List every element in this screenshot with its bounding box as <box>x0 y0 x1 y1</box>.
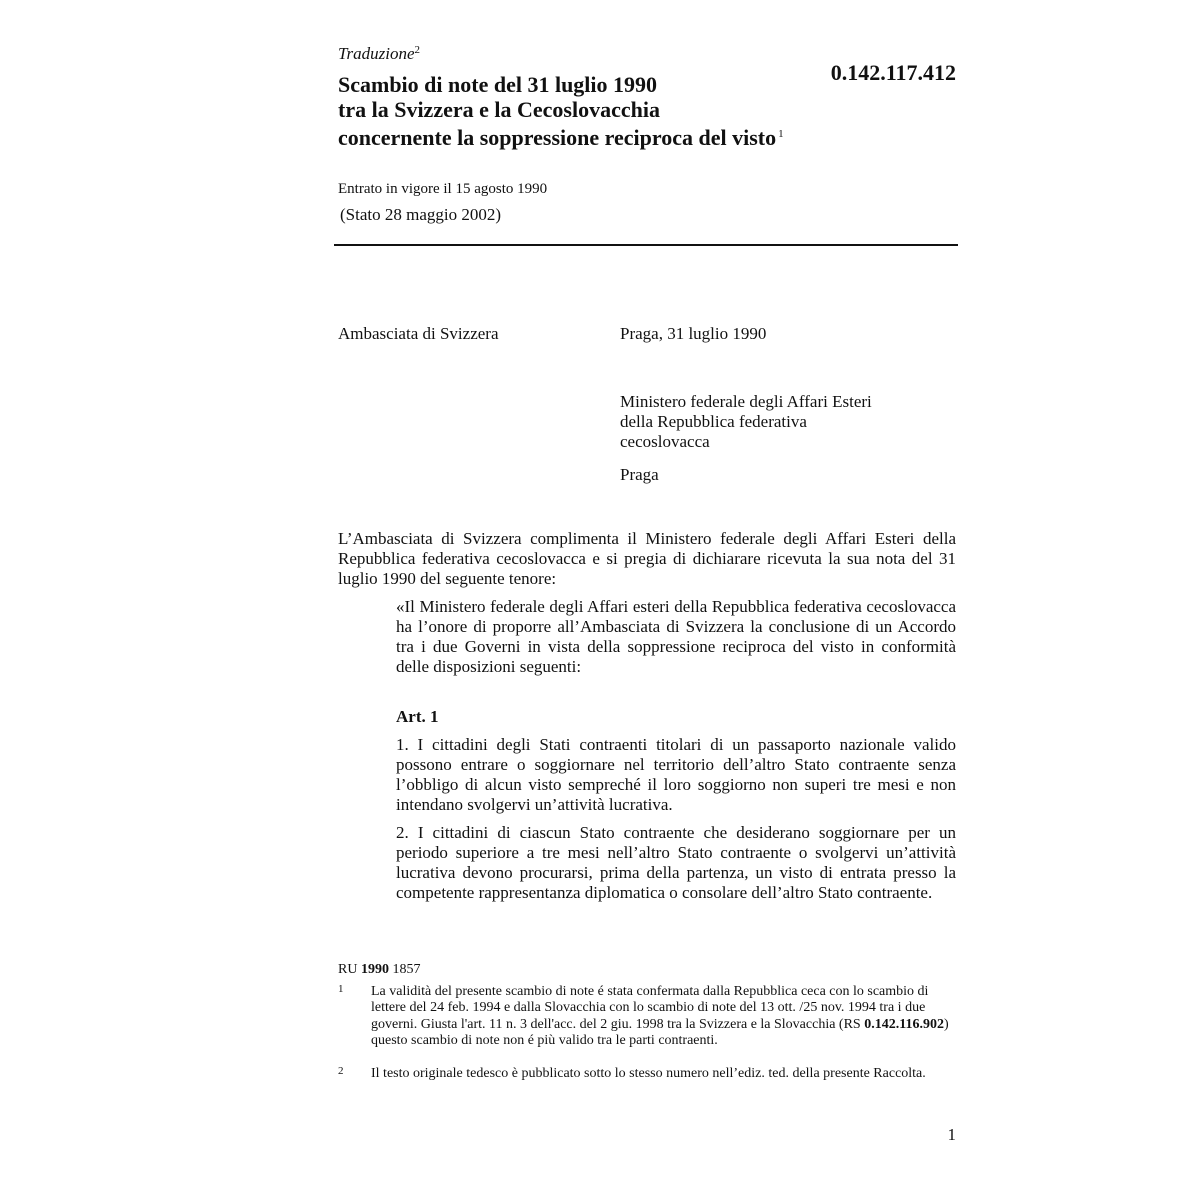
ru-page: 1857 <box>392 962 421 977</box>
recipient-line-1: Ministero federale degli Affari Esteri <box>620 392 872 411</box>
page-number: 1 <box>947 1125 956 1144</box>
document-title <box>338 72 898 150</box>
translation-footnote-ref[interactable]: 2 <box>414 44 421 56</box>
letter-intro-paragraph: L’Ambasciata di Svizzera complimenta il Ministero federale degli Affari Esteri della Repubblica federativa cecoslovacca e si pregia di dichiarare ricevuta la sua nota del 31 luglio 1990 del seguente tenore: <box>338 529 956 588</box>
footnote-2-number: 2 <box>338 1065 344 1077</box>
letter-recipient <box>620 392 940 452</box>
footnote-1-rs-link[interactable]: 0.142.116.902 <box>864 1016 944 1032</box>
letter-place-date: Praga, 31 luglio 1990 <box>620 324 767 343</box>
letter-sender: Ambasciata di Svizzera <box>338 324 499 343</box>
article-paragraph-1: 1. I cittadini degli Stati contraenti titolari di un passaporto nazionale valido possono entrare o soggiornare nel territorio dell’altro Stato contraente senza l’obbligo di alcun visto sempreché il loro soggiorno non superi tre mesi e non intendano svolgervi un’attività lucrativa. <box>396 735 956 814</box>
footnote-1-text-a: La validità del presente scambio di note é stata confermata dalla Repubblica ceca con lo scambio di lettere del 24 feb. 1994 e dalla Slovacchia con lo scambio di note del 13 ott. /25 nov. 1994 tra i due governi. Giusta l'art. 11 n. 3 dell'acc. del 2 giu. 1998 tra la Svizzera e la Slovacchia (RS <box>371 984 929 1032</box>
footnote-1-text-b: ) questo scambio di note non é più valido tra le parti contraenti. <box>371 1016 949 1049</box>
header-divider <box>334 244 958 246</box>
sr-number: 0.142.117.412 <box>830 60 956 85</box>
footnote-1-text <box>371 984 951 1050</box>
article-heading: Art. 1 <box>396 707 439 726</box>
footnote-2-text: Il testo originale tedesco è pubblicato sotto lo stesso numero nell’ediz. ted. della presente Raccolta. <box>371 1066 926 1081</box>
recipient-city: Praga <box>620 465 659 484</box>
recipient-line-3: cecoslovacca <box>620 432 710 451</box>
translation-label-text: Traduzione <box>338 44 415 63</box>
translation-label <box>338 44 420 64</box>
quoted-note-paragraph: «Il Ministero federale degli Affari esteri della Repubblica federativa cecoslovacca ha l’onore di proporre all’Ambasciata di Svizzera la conclusione di un Accordo tra i due Governi in vista della soppressione reciproca del visto in conformità delle disposizioni seguenti: <box>396 597 956 676</box>
ru-prefix: RU <box>338 962 358 977</box>
title-footnote-ref[interactable]: 1 <box>778 128 784 140</box>
recipient-line-2: della Repubblica federativa <box>620 412 807 431</box>
title-line-3 <box>338 122 898 150</box>
in-force-date: Entrato in vigore il 15 agosto 1990 <box>338 181 548 197</box>
title-line-1: Scambio di note del 31 luglio 1990 <box>338 72 658 97</box>
article-paragraph-2: 2. I cittadini di ciascun Stato contraente che desiderano soggiornare per un periodo superiore a tre mesi nell’altro Stato contraente o svolgervi un’attività lucrativa devono procurarsi, prima della partenza, un visto di entrata presso la competente rappresentanza diplomatica o consolare dell’altro Stato contraente. <box>396 823 956 902</box>
ru-reference <box>338 962 420 978</box>
footnote-1-number: 1 <box>338 983 344 995</box>
title-line-3-text: concernente la soppressione reciproca del visto <box>338 125 777 150</box>
ru-year: 1990 <box>360 962 389 977</box>
status-date: (Stato 28 maggio 2002) <box>340 205 502 224</box>
title-line-2: tra la Svizzera e la Cecoslovacchia <box>338 97 660 122</box>
